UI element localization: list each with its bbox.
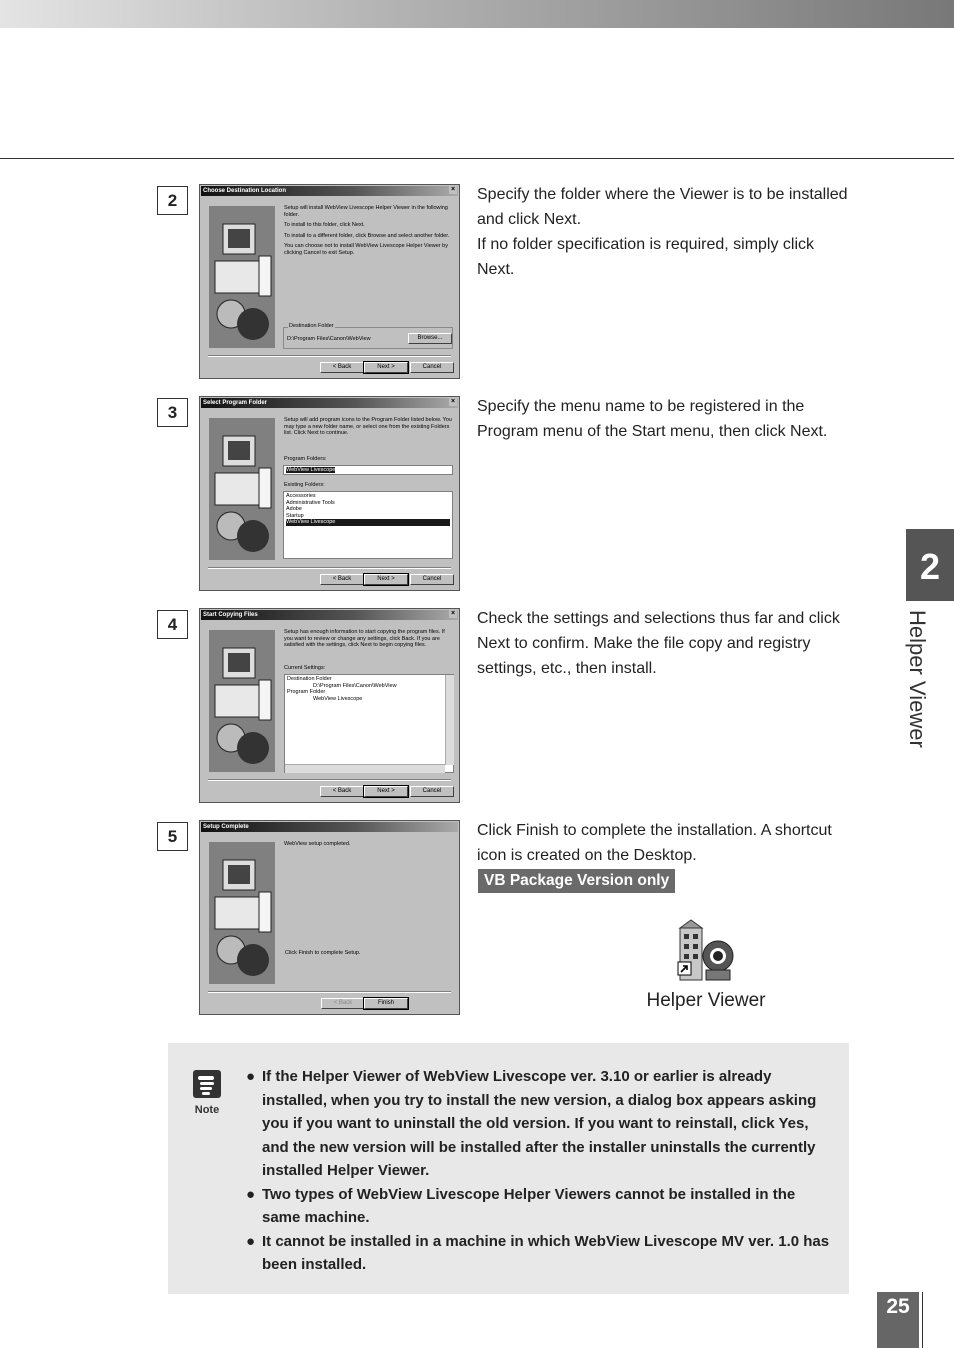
dialog-footer-text: Click Finish to complete Setup.	[285, 950, 361, 956]
note-item-text: Two types of WebView Livescope Helper Viewers cannot be installed in the same machine.	[262, 1185, 796, 1226]
note-item	[246, 1183, 832, 1230]
settings-line: WebView Livescope	[313, 695, 363, 702]
description-line: Click Finish to complete the installation. A shortcut icon is created on the Desktop.	[477, 822, 832, 864]
dialog-title: Start Copying Files	[201, 610, 458, 620]
list-item-selected[interactable]: WebView Livescope	[286, 519, 450, 526]
next-button[interactable]: Next >	[364, 362, 408, 373]
list-item[interactable]: Startup	[286, 512, 304, 519]
cancel-button[interactable]: Cancel	[410, 362, 454, 373]
shortcut-label[interactable]: Helper Viewer	[646, 990, 766, 1011]
description-line: Specify the menu name to be registered in the Program menu of the Start menu, then click Next.	[477, 398, 828, 440]
back-button[interactable]: < Back	[320, 362, 364, 373]
note-item-text: If the Helper Viewer of WebView Livescope ver. 3.10 or earlier is already installed, when you try to install the new version, a dialog box appears asking you if you want to uninstall the old version. If you want to reinstall, click Yes, and the new version will be installed after the installer uninstalls the currently installed Helper Viewer.	[262, 1068, 817, 1179]
vertical-scrollbar[interactable]	[445, 675, 454, 765]
bullet-icon: ●	[246, 1232, 256, 1250]
dialog-separator	[208, 355, 451, 357]
description-line: Specify the folder where the Viewer is to be installed and click Next.	[477, 186, 848, 228]
description-line: If no folder specification is required, simply click Next.	[477, 236, 815, 278]
destination-folder-group	[283, 323, 453, 349]
bullet-icon: ●	[246, 1185, 256, 1203]
dialog-title: Select Program Folder	[201, 398, 458, 408]
step-number: 4	[157, 610, 188, 639]
step-description	[477, 606, 849, 681]
setup-computer-icon	[209, 842, 275, 984]
program-folder-input[interactable]	[283, 465, 453, 475]
step-number: 5	[157, 822, 188, 851]
page-number: 25	[877, 1292, 919, 1348]
list-item[interactable]: Accessories	[286, 493, 316, 499]
note-label: Note	[194, 1104, 220, 1116]
chapter-title: Helper Viewer	[905, 610, 930, 748]
dialog-body	[284, 417, 454, 441]
cancel-button[interactable]: Cancel	[410, 574, 454, 585]
next-button[interactable]: Next >	[364, 574, 408, 585]
note-box	[168, 1043, 849, 1294]
dialog-separator	[208, 991, 451, 993]
dialog-paragraph: Setup will add program icons to the Program Folder listed below. You may type a new folder name, or select one from the existing Folders list. Click Next to continue.	[284, 417, 452, 436]
description-line: Check the settings and selections thus far and click Next to confirm. Make the file copy and registry settings, etc., then install.	[477, 610, 840, 677]
current-settings-box[interactable]	[284, 674, 454, 773]
header-gradient-bar	[0, 0, 954, 28]
existing-folders-list[interactable]	[283, 491, 453, 559]
dialog-separator	[208, 567, 451, 569]
setup-computer-icon	[209, 206, 275, 348]
group-label: Destination Folder	[289, 323, 334, 329]
vb-package-badge: VB Package Version only	[478, 869, 675, 893]
step-description	[477, 394, 849, 444]
note-item	[246, 1065, 832, 1183]
note-hand-icon	[193, 1070, 221, 1098]
settings-line: Destination Folder	[287, 676, 332, 682]
helper-viewer-shortcut-icon[interactable]	[672, 918, 742, 988]
dialog-select-program-folder	[199, 396, 460, 591]
dialog-body	[284, 629, 454, 653]
browse-button[interactable]: Browse...	[408, 333, 452, 344]
settings-line: Program Folder	[287, 689, 326, 695]
header-rule	[0, 158, 954, 159]
note-item-text: It cannot be installed in a machine in which WebView Livescope MV ver. 1.0 has been installed.	[262, 1232, 830, 1273]
dialog-paragraph: Setup will install WebView Livescope Helper Viewer in the following folder.	[284, 205, 448, 218]
note-item	[246, 1230, 832, 1277]
close-icon[interactable]: ×	[450, 186, 456, 193]
back-button[interactable]: < Back	[320, 786, 364, 797]
existing-folders-label: Existing Folders:	[284, 482, 325, 488]
dialog-title: Choose Destination Location	[201, 186, 458, 196]
note-list	[246, 1065, 832, 1277]
dialog-title: Setup Complete	[201, 822, 458, 832]
bullet-icon: ●	[246, 1068, 256, 1085]
step-number: 2	[157, 186, 188, 215]
destination-path: D:\Program Files\Canon\WebView	[287, 336, 371, 342]
dialog-separator	[208, 779, 451, 781]
step-description	[477, 182, 849, 282]
back-button[interactable]: < Back	[320, 574, 364, 585]
dialog-paragraph: Setup has enough information to start copying the program files. If you want to review or change any settings, click Back. If you are satisfied with the settings, click Next to begin copying files.	[284, 629, 445, 648]
dialog-choose-destination	[199, 184, 460, 379]
finish-button[interactable]: Finish	[364, 998, 408, 1009]
horizontal-scrollbar[interactable]	[285, 764, 445, 773]
setup-computer-icon	[209, 630, 275, 772]
dialog-start-copying-files	[199, 608, 460, 803]
dialog-paragraph: To install to a different folder, click Browse and select another folder.	[284, 232, 450, 239]
setup-computer-icon	[209, 418, 275, 560]
settings-line: D:\Program Files\Canon\WebView	[313, 682, 397, 689]
chapter-tab: 2	[906, 529, 954, 601]
program-folder-value: WebView Livescope	[286, 467, 336, 473]
dialog-body	[284, 205, 454, 260]
close-icon[interactable]: ×	[450, 398, 456, 405]
step-description	[477, 818, 849, 868]
cancel-button[interactable]: Cancel	[410, 786, 454, 797]
page-number-rule	[922, 1292, 923, 1348]
dialog-paragraph: You can choose not to install WebView Livescope Helper Viewer by clicking Cancel to exit Setup.	[284, 243, 448, 256]
close-icon[interactable]: ×	[450, 610, 456, 617]
step-number: 3	[157, 398, 188, 427]
current-settings-label: Current Settings:	[284, 665, 326, 671]
list-item[interactable]: Administrative Tools	[286, 499, 335, 506]
dialog-paragraph: To install to this folder, click Next.	[284, 222, 365, 228]
dialog-setup-complete	[199, 820, 460, 1015]
next-button[interactable]: Next >	[364, 786, 408, 797]
list-item[interactable]: Adobe	[286, 506, 302, 512]
dialog-body	[284, 841, 454, 852]
program-folders-label: Program Folders:	[284, 456, 327, 462]
back-button: < Back	[321, 998, 365, 1009]
dialog-paragraph: WebView setup completed.	[284, 841, 351, 847]
